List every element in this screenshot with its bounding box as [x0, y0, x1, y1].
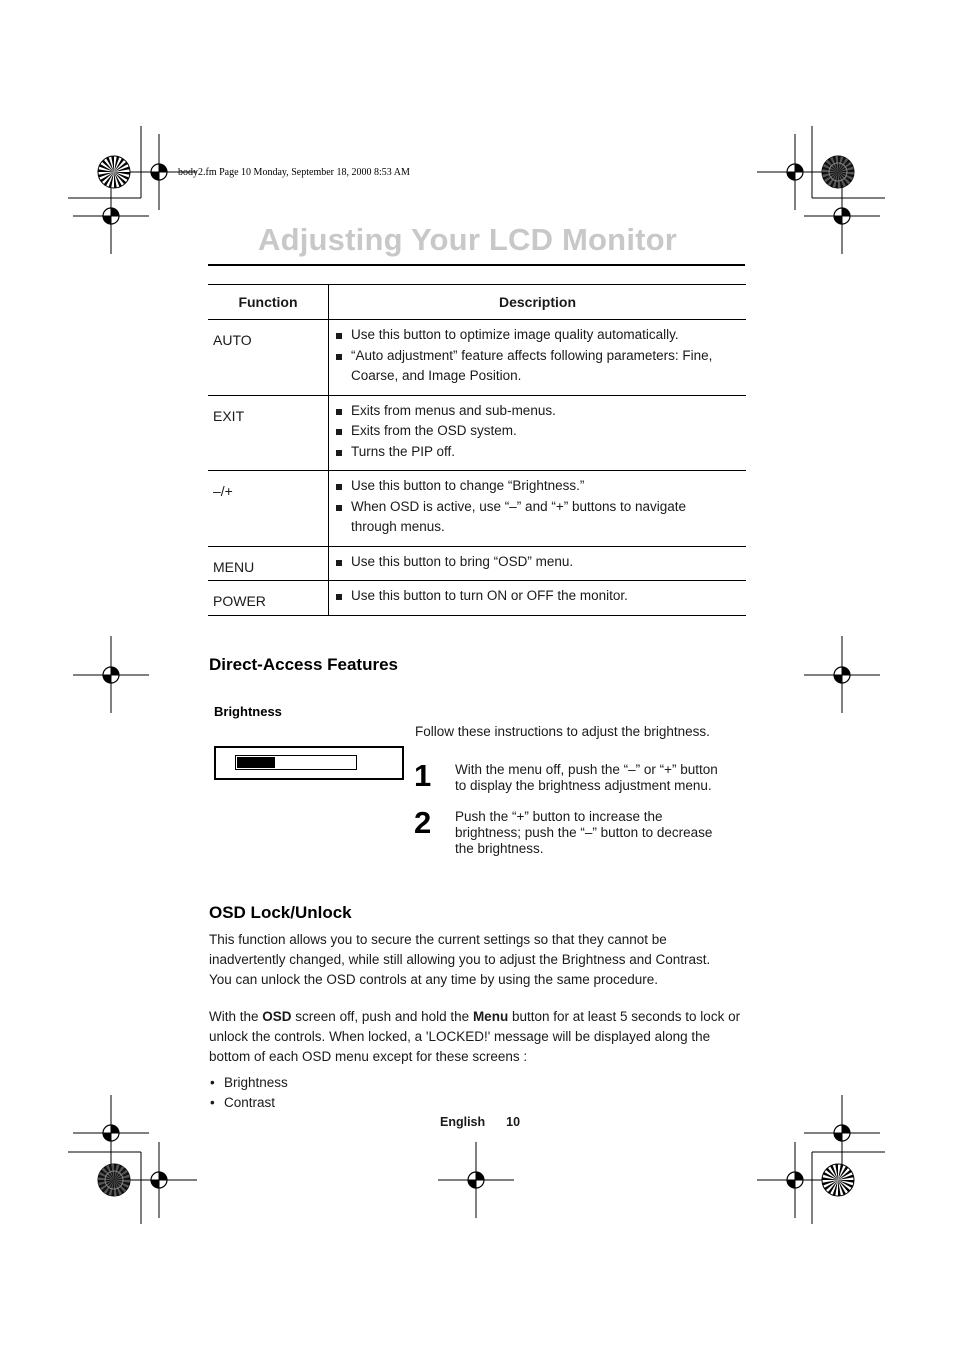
column-header-description: Description — [329, 285, 747, 320]
bullet-item: Exits from the OSD system. — [334, 421, 716, 442]
color-target-icon — [98, 156, 130, 188]
color-target-icon — [822, 156, 854, 188]
footer-language: English — [440, 1115, 486, 1129]
osd-keyword: OSD — [262, 1009, 292, 1024]
bullet-item: When OSD is active, use “–” and “+” buttons to navigate through menus. — [334, 497, 716, 538]
page-number: 10 — [506, 1115, 521, 1129]
brightness-label: Brightness — [214, 704, 282, 719]
function-cell: EXIT — [208, 395, 329, 471]
page-title: Adjusting Your LCD Monitor — [258, 222, 678, 257]
menu-keyword: Menu — [472, 1009, 509, 1024]
osd-lock-instructions: With the OSD screen off, push and hold the Menu button for at least 5 seconds to lock or unlock the controls. When locked, a 'LOCKED!' message will be displayed along the bottom of each OSD menu except for these screens : — [209, 1009, 741, 1064]
list-item: • Brightness — [210, 1075, 288, 1090]
brightness-intro: Follow these instructions to adjust the brightness. — [415, 724, 710, 739]
column-header-function: Function — [208, 285, 329, 320]
step-text: Push the “+” button to increase the brightness; push the “–” button to decrease the brightness. — [455, 809, 713, 856]
bullet-item: Use this button to optimize image quality automatically. — [334, 325, 716, 346]
registration-mark-icon — [121, 1142, 197, 1218]
bullet-item: Use this button to turn ON or OFF the monitor. — [334, 586, 716, 607]
osd-lock-heading: OSD Lock/Unlock — [209, 903, 352, 922]
color-target-icon — [98, 1164, 130, 1196]
bullet-item: Use this button to bring “OSD” menu. — [334, 552, 716, 573]
registration-mark-icon — [804, 1095, 880, 1171]
osd-lock-paragraph: This function allows you to secure the current settings so that they cannot be inadvertently changed, while still allowing you to adjust the Brightness and Contrast. You can unlock the OSD controls at any time by using the same procedure. — [209, 932, 711, 987]
step-number: 1 — [414, 758, 432, 793]
registration-mark-icon — [804, 178, 880, 254]
registration-mark-icon — [73, 1095, 149, 1171]
bullet-item: Exits from menus and sub-menus. — [334, 401, 716, 422]
bullet-item: Turns the PIP off. — [334, 442, 716, 463]
registration-mark-icon — [121, 134, 197, 210]
bullet-item: Use this button to change “Brightness.” — [334, 476, 716, 497]
registration-mark-icon — [73, 178, 149, 254]
step-number: 2 — [414, 805, 432, 840]
function-cell: POWER — [208, 581, 329, 616]
registration-mark-icon — [73, 637, 149, 713]
function-cell: MENU — [208, 546, 329, 581]
direct-access-heading: Direct-Access Features — [209, 655, 398, 674]
list-item: • Contrast — [210, 1095, 276, 1110]
function-cell: –/+ — [208, 471, 329, 547]
bullet-item: “Auto adjustment” feature affects following parameters: Fine, Coarse, and Image Position. — [334, 346, 716, 387]
function-cell: AUTO — [208, 320, 329, 396]
registration-mark-icon — [804, 637, 880, 713]
registration-mark-icon — [438, 1142, 514, 1218]
step-text: With the menu off, push the “–” or “+” button to display the brightness adjustment menu. — [455, 762, 718, 793]
color-target-icon — [822, 1164, 854, 1196]
running-header: body2.fm Page 10 Monday, September 18, 2000 8:53 AM — [178, 167, 410, 178]
